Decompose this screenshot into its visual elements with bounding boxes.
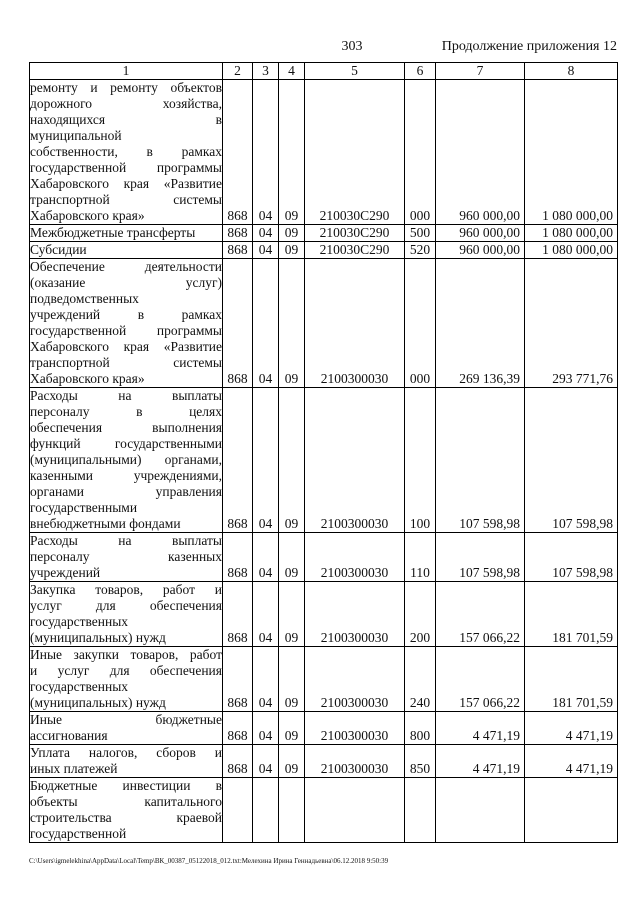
section-cell [253,778,279,843]
subsection-cell: 09 [279,259,305,388]
target-article-cell: 2100300030 [305,259,405,388]
ministry-code-cell: 868 [223,259,253,388]
section-cell: 04 [253,80,279,225]
section-cell: 04 [253,242,279,259]
expense-type-cell: 520 [405,242,436,259]
description-line: органами управления [30,484,222,499]
column-number-3: 3 [253,63,279,80]
description-line: государственных [30,614,129,629]
target-article-cell: 2100300030 [305,388,405,533]
row-description [30,712,223,745]
column-number-4: 4 [279,63,305,80]
sum-2-cell: 293 771,76 [525,259,618,388]
table-row [30,533,618,582]
expense-type-cell: 000 [405,259,436,388]
sum-2-cell: 1 080 000,00 [525,80,618,225]
description-line: Расходы на выплаты [30,533,222,548]
target-article-cell: 210030С290 [305,80,405,225]
ministry-code-cell: 868 [223,388,253,533]
row-description [30,647,223,712]
description-line: (муниципальных) нужд [30,695,166,710]
subsection-cell: 09 [279,582,305,647]
table-body [30,80,618,843]
sum-2-cell [525,778,618,843]
sum-1-cell: 107 598,98 [436,388,525,533]
sum-1-cell: 157 066,22 [436,647,525,712]
description-line: ремонту и ремонту объектов [30,80,222,95]
section-cell: 04 [253,225,279,242]
row-description [30,388,223,533]
table-row [30,745,618,778]
ministry-code-cell: 868 [223,647,253,712]
description-line: находящихся в [30,112,222,127]
expense-type-cell: 800 [405,712,436,745]
description-line: государственной [30,826,127,841]
column-number-1: 1 [30,63,223,80]
table-row [30,225,618,242]
description-line: объекты капитального [30,794,222,809]
description-line: обеспечения выполнения [30,420,222,435]
subsection-cell: 09 [279,225,305,242]
section-cell: 04 [253,533,279,582]
section-cell: 04 [253,712,279,745]
row-description [30,533,223,582]
target-article-cell [305,778,405,843]
sum-1-cell: 960 000,00 [436,225,525,242]
table-row [30,712,618,745]
page-number: 303 [341,39,363,54]
sum-1-cell: 4 471,19 [436,745,525,778]
sum-1-cell: 960 000,00 [436,242,525,259]
expense-type-cell: 850 [405,745,436,778]
description-line: Закупка товаров, работ и [30,582,222,597]
subsection-cell: 09 [279,242,305,259]
description-line: учреждений в рамках [30,307,222,322]
description-line: учреждений [30,565,101,580]
description-line: Хабаровского края «Развитие [30,176,222,191]
section-cell: 04 [253,745,279,778]
description-line: Бюджетные инвестиции в [30,778,222,793]
budget-table [29,62,618,843]
description-line: транспортной системы [30,355,222,370]
description-line: казенными учреждениями, [30,468,222,483]
description-line: Хабаровского края» [30,208,145,223]
description-line: (муниципальными) органами, [30,452,222,467]
row-description [30,259,223,388]
expense-type-cell: 500 [405,225,436,242]
description-line: Межбюджетные трансферты [30,225,196,240]
sum-2-cell: 4 471,19 [525,712,618,745]
description-line: собственности, в рамках [30,144,222,159]
description-line: Иные закупки товаров, работ [30,647,222,662]
ministry-code-cell: 868 [223,533,253,582]
subsection-cell: 09 [279,745,305,778]
description-line: внебюджетными фондами [30,516,181,531]
row-description [30,80,223,225]
subsection-cell: 09 [279,80,305,225]
sum-1-cell: 107 598,98 [436,533,525,582]
target-article-cell: 2100300030 [305,582,405,647]
table-row [30,388,618,533]
description-line: ассигнования [30,728,108,743]
target-article-cell: 2100300030 [305,745,405,778]
ministry-code-cell: 868 [223,712,253,745]
ministry-code-cell: 868 [223,225,253,242]
expense-type-cell: 100 [405,388,436,533]
description-line: услуг для обеспечения [30,598,222,613]
description-line: Иные бюджетные [30,712,222,727]
sum-1-cell: 960 000,00 [436,80,525,225]
description-line: и услуг для обеспечения [30,663,222,678]
row-description [30,778,223,843]
ministry-code-cell: 868 [223,745,253,778]
column-number-8: 8 [525,63,618,80]
description-line: Обеспечение деятельности [30,259,222,274]
expense-type-cell: 110 [405,533,436,582]
sum-2-cell: 181 701,59 [525,582,618,647]
target-article-cell: 2100300030 [305,647,405,712]
section-cell: 04 [253,259,279,388]
column-number-2: 2 [223,63,253,80]
table-row [30,778,618,843]
description-line: (муниципальных) нужд [30,630,166,645]
subsection-cell: 09 [279,388,305,533]
ministry-code-cell: 868 [223,242,253,259]
description-line: Хабаровского края» [30,371,145,386]
row-description [30,745,223,778]
description-line: Уплата налогов, сборов и [30,745,222,760]
column-number-7: 7 [436,63,525,80]
table-row [30,582,618,647]
row-description [30,225,223,242]
sum-2-cell: 4 471,19 [525,745,618,778]
column-number-6: 6 [405,63,436,80]
table-row [30,242,618,259]
appendix-continuation-label: Продолжение приложения 12 [441,39,617,54]
row-description [30,582,223,647]
sum-2-cell: 107 598,98 [525,388,618,533]
description-line: Расходы на выплаты [30,388,222,403]
sum-1-cell: 4 471,19 [436,712,525,745]
sum-1-cell [436,778,525,843]
table-row [30,647,618,712]
section-cell: 04 [253,388,279,533]
subsection-cell: 09 [279,647,305,712]
description-line: подведомственных [30,291,139,306]
description-line: строительства краевой [30,810,222,825]
section-cell: 04 [253,647,279,712]
description-line: дорожного хозяйства, [30,96,222,111]
sum-1-cell: 269 136,39 [436,259,525,388]
description-line: Хабаровского края «Развитие [30,339,222,354]
description-line: транспортной системы [30,192,222,207]
table-row [30,80,618,225]
sum-2-cell: 107 598,98 [525,533,618,582]
ministry-code-cell: 868 [223,80,253,225]
description-line: Субсидии [30,242,87,257]
description-line: муниципальной [30,128,122,143]
expense-type-cell [405,778,436,843]
table-row [30,259,618,388]
description-line: государственной программы [30,323,222,338]
description-line: персоналу в целях [30,404,222,419]
description-line: государственных [30,679,129,694]
column-number-5: 5 [305,63,405,80]
expense-type-cell: 000 [405,80,436,225]
sum-2-cell: 181 701,59 [525,647,618,712]
description-line: государственными [30,500,138,515]
subsection-cell [279,778,305,843]
footer-file-path: C:\Users\igmelekhina\AppData\Local\Temp\ВК_00387_05122018_012.txt:Мелехина Ирина Геннадьевна\06.12.2018 9:50:39 [29,857,389,865]
description-line: функций государственными [30,436,222,451]
ministry-code-cell: 868 [223,582,253,647]
sum-2-cell: 1 080 000,00 [525,242,618,259]
section-cell: 04 [253,582,279,647]
column-number-row [30,63,618,80]
sum-1-cell: 157 066,22 [436,582,525,647]
row-description [30,242,223,259]
sum-2-cell: 1 080 000,00 [525,225,618,242]
expense-type-cell: 240 [405,647,436,712]
description-line: персоналу казенных [30,549,222,564]
description-line: (оказание услуг) [30,275,222,290]
description-line: государственной программы [30,160,222,175]
target-article-cell: 210030С290 [305,242,405,259]
description-line: иных платежей [30,761,118,776]
target-article-cell: 2100300030 [305,712,405,745]
subsection-cell: 09 [279,533,305,582]
target-article-cell: 210030С290 [305,225,405,242]
target-article-cell: 2100300030 [305,533,405,582]
ministry-code-cell [223,778,253,843]
expense-type-cell: 200 [405,582,436,647]
subsection-cell: 09 [279,712,305,745]
